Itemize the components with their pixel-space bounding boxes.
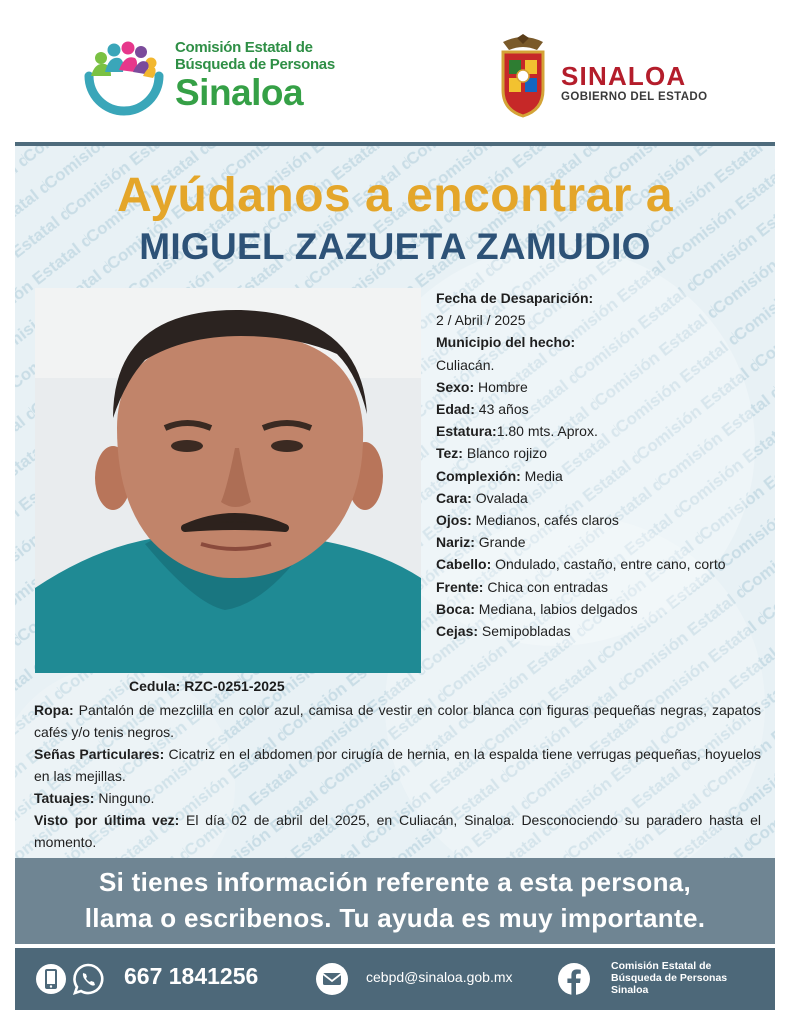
complexion-label: Complexión:	[436, 467, 521, 484]
tatuajes-paragraph	[34, 787, 761, 809]
org-line-1: Comisión Estatal de	[175, 39, 313, 56]
nariz-value: Grande	[478, 534, 526, 551]
cejas-label: Cejas:	[436, 623, 479, 640]
cebp-wordmark	[175, 39, 335, 112]
ropa-paragraph	[34, 699, 761, 743]
sexo-label: Sexo:	[436, 378, 475, 395]
ropa-label: Ropa:	[34, 702, 74, 718]
cedula-label: Cedula:	[129, 678, 181, 694]
boca-value: Mediana, labios delgados	[478, 600, 638, 617]
nariz-label: Nariz:	[436, 534, 475, 551]
ropa-value: Pantalón de mezclilla en color azul, camisa de vestir en color blanca con figuras pequeñas negras, zapatos cafés y/o tenis negros.	[34, 702, 761, 740]
government-label: GOBIERNO DEL ESTADO	[561, 91, 708, 103]
poster-body	[15, 146, 775, 858]
cabello-value: Ondulado, castaño, entre cano, corto	[495, 556, 726, 573]
visto-paragraph	[34, 809, 761, 853]
cejas-value: Semipobladas	[481, 623, 571, 640]
visto-label: Visto por última vez:	[34, 812, 180, 828]
facebook-icon[interactable]	[557, 962, 591, 996]
frente-value: Chica con entradas	[487, 578, 608, 595]
cebp-logo	[81, 36, 167, 126]
contact-footer	[15, 948, 775, 1010]
cabello-label: Cabello:	[436, 556, 492, 573]
municipio-label: Municipio del hecho:	[436, 334, 576, 351]
senas-label: Señas Particulares:	[34, 746, 165, 762]
org-line-2: Búsqueda de Personas	[175, 56, 335, 73]
headline: Ayúdanos a encontrar a	[116, 169, 674, 222]
fecha-value: 2 / Abril / 2025	[436, 312, 526, 329]
cedula-value: RZC-0251-2025	[184, 678, 285, 694]
fb-line-3: Sinaloa	[611, 984, 649, 996]
envelope-icon	[315, 962, 349, 996]
org-state: Sinaloa	[175, 72, 304, 113]
fb-line-1: Comisión Estatal de	[611, 960, 712, 972]
senas-paragraph	[34, 743, 761, 787]
missing-person-poster	[15, 14, 775, 1010]
facebook-page-name[interactable]	[611, 960, 727, 996]
email-address[interactable]: cebpd@sinaloa.gob.mx	[366, 969, 513, 985]
phone-number[interactable]: 667 1841256	[124, 963, 259, 989]
fecha-label: Fecha de Desaparición:	[436, 290, 594, 306]
senas-value: Cicatriz en el abdomen por cirugía de hernia, en la espalda tiene verrugas pequeñas, hoyuelos en las mejillas.	[34, 746, 761, 784]
sexo-value: Hombre	[478, 378, 528, 395]
cedula-id	[129, 678, 285, 694]
tez-value: Blanco rojizo	[466, 445, 548, 462]
ojos-label: Ojos:	[436, 512, 472, 529]
boca-label: Boca:	[436, 600, 475, 617]
mobile-phone-icon	[35, 962, 67, 996]
poster-header	[15, 14, 775, 142]
tatuajes-label: Tatuajes:	[34, 790, 95, 806]
physical-details	[436, 287, 766, 642]
visto-value: El día 02 de abril del 2025, en Culiacán, Sinaloa. Desconociendo su paradero hasta el momento.	[34, 812, 761, 850]
cta-line-1: Si tienes información referente a esta persona,	[98, 867, 692, 897]
complexion-value: Media	[524, 467, 563, 484]
sinaloa-coat-of-arms-icon	[497, 34, 549, 122]
call-to-action-text	[15, 864, 775, 936]
tez-label: Tez:	[436, 445, 463, 462]
sinaloa-government-wordmark	[561, 62, 707, 104]
frente-label: Frente:	[436, 578, 484, 595]
state-name: SINALOA	[561, 61, 687, 91]
municipio-value: Culiacán.	[436, 356, 495, 373]
estatura-label: Estatura:	[436, 423, 497, 440]
fb-line-2: Búsqueda de Personas	[611, 972, 728, 984]
edad-label: Edad:	[436, 401, 475, 418]
cara-value: Ovalada	[475, 489, 528, 506]
description-section	[34, 699, 761, 853]
missing-person-photo	[35, 288, 421, 673]
call-to-action-band	[15, 858, 775, 944]
edad-value: 43 años	[478, 401, 529, 418]
cta-line-2: llama o escribenos. Tu ayuda es muy importante.	[84, 903, 706, 933]
estatura-value: 1.80 mts. Aprox.	[496, 423, 598, 440]
tatuajes-value: Ninguno.	[98, 790, 155, 806]
whatsapp-icon[interactable]	[71, 962, 105, 996]
ojos-value: Medianos, cafés claros	[475, 512, 619, 529]
cara-label: Cara:	[436, 489, 472, 506]
missing-person-name: MIGUEL ZAZUETA ZAMUDIO	[139, 226, 651, 267]
